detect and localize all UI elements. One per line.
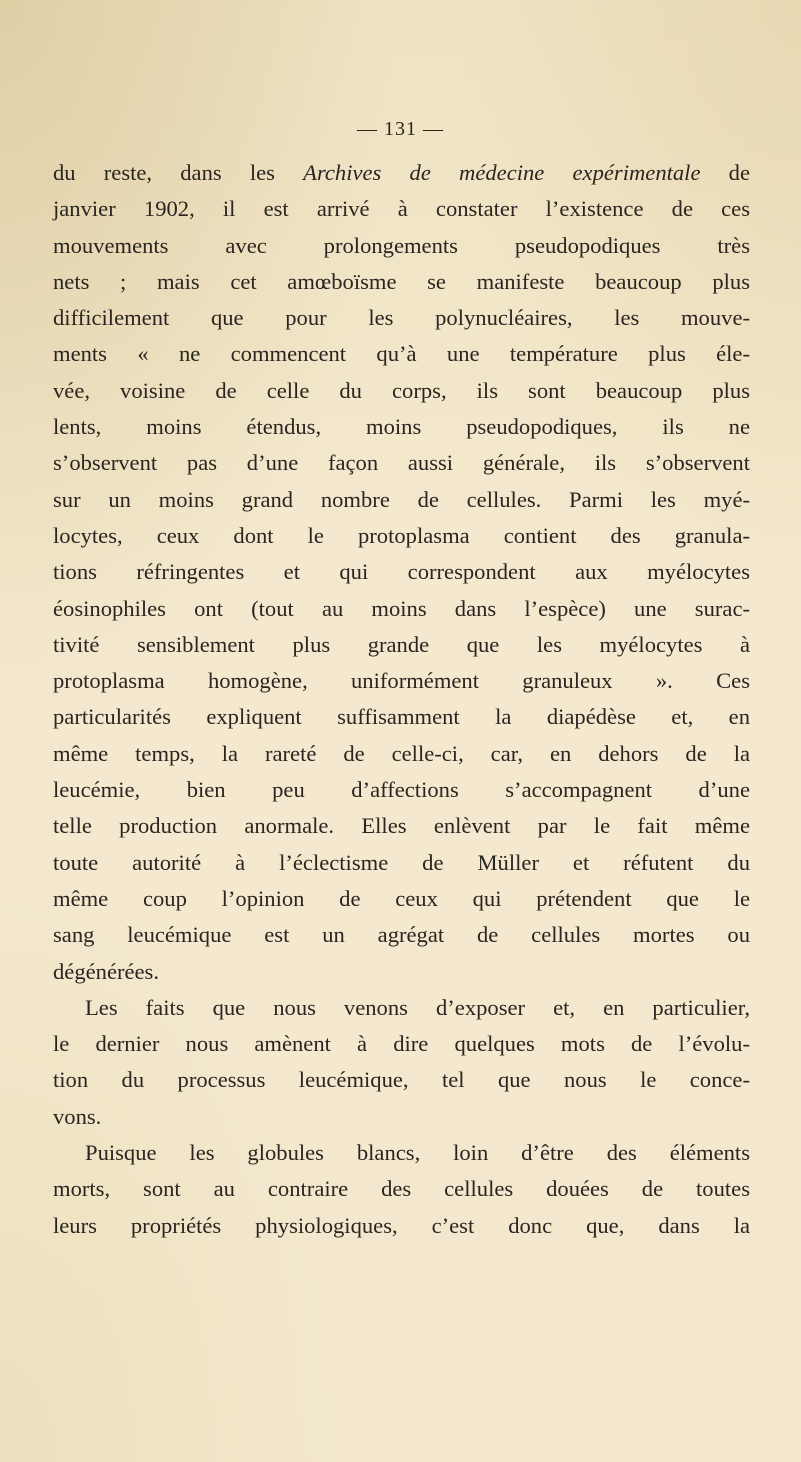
text-line: tions réfringentes et qui correspondent aux myélocytes <box>53 559 750 585</box>
text-line: même coup l’opinion de ceux qui prétendent que le <box>53 885 750 911</box>
text-line: protoplasma homogène, uniformément granuleux ». Ces <box>53 668 750 694</box>
text-line: sur un moins grand nombre de cellules. Parmi les myé- <box>53 486 750 512</box>
text-line: locytes, ceux dont le protoplasma contient des granula- <box>53 522 750 548</box>
text-line: sang leucémique est un agrégat de cellules mortes ou <box>53 922 750 948</box>
text-line: mouvements avec prolongements pseudopodiques très <box>53 232 750 258</box>
text-line: ments « ne commencent qu’à une température plus éle- <box>53 341 750 367</box>
text-segment: du reste, dans les <box>53 160 304 185</box>
text-line: tivité sensiblement plus grande que les myélocytes à <box>53 631 750 657</box>
text-line: morts, sont au contraire des cellules douées de toutes <box>53 1176 750 1202</box>
text-line: janvier 1902, il est arrivé à constater l’existence de ces <box>53 196 750 222</box>
text-line <box>53 155 750 191</box>
text-line: dégénérées. <box>53 958 159 984</box>
text-line: nets ; mais cet amœboïsme se manifeste beaucoup plus <box>53 268 750 294</box>
text-line: même temps, la rareté de celle-ci, car, en dehors de la <box>53 740 750 766</box>
body-text <box>53 155 750 1244</box>
text-line: tion du processus leucémique, tel que nous le conce- <box>53 1067 750 1093</box>
text-line: vons. <box>53 1103 102 1129</box>
text-line: Puisque les globules blancs, loin d’être des éléments <box>85 1140 750 1166</box>
text-segment: de <box>700 160 751 185</box>
text-line: leucémie, bien peu d’affections s’accompagnent d’une <box>53 777 750 803</box>
text-line: particularités expliquent suffisamment la diapédèse et, en <box>53 704 750 730</box>
text-line: Les faits que nous venons d’exposer et, en particulier, <box>85 994 750 1020</box>
page-number: — 131 — <box>357 118 444 140</box>
text-line: s’observent pas d’une façon aussi générale, ils s’observent <box>53 450 750 476</box>
text-line: lents, moins étendus, moins pseudopodiques, ils ne <box>53 414 750 440</box>
text-line: éosinophiles ont (tout au moins dans l’espèce) une surac- <box>53 595 750 621</box>
text-line: le dernier nous amènent à dire quelques mots de l’évolu- <box>53 1031 750 1057</box>
text-line: telle production anormale. Elles enlèvent par le fait même <box>53 813 750 839</box>
journal-title: Archives de médecine expérimentale <box>303 160 701 185</box>
text-line: leurs propriétés physiologiques, c’est donc que, dans la <box>53 1212 750 1238</box>
text-line: vée, voisine de celle du corps, ils sont beaucoup plus <box>53 377 750 403</box>
text-line: difficilement que pour les polynucléaires, les mouve- <box>53 305 750 331</box>
text-line: toute autorité à l’éclectisme de Müller et réfutent du <box>53 849 750 875</box>
